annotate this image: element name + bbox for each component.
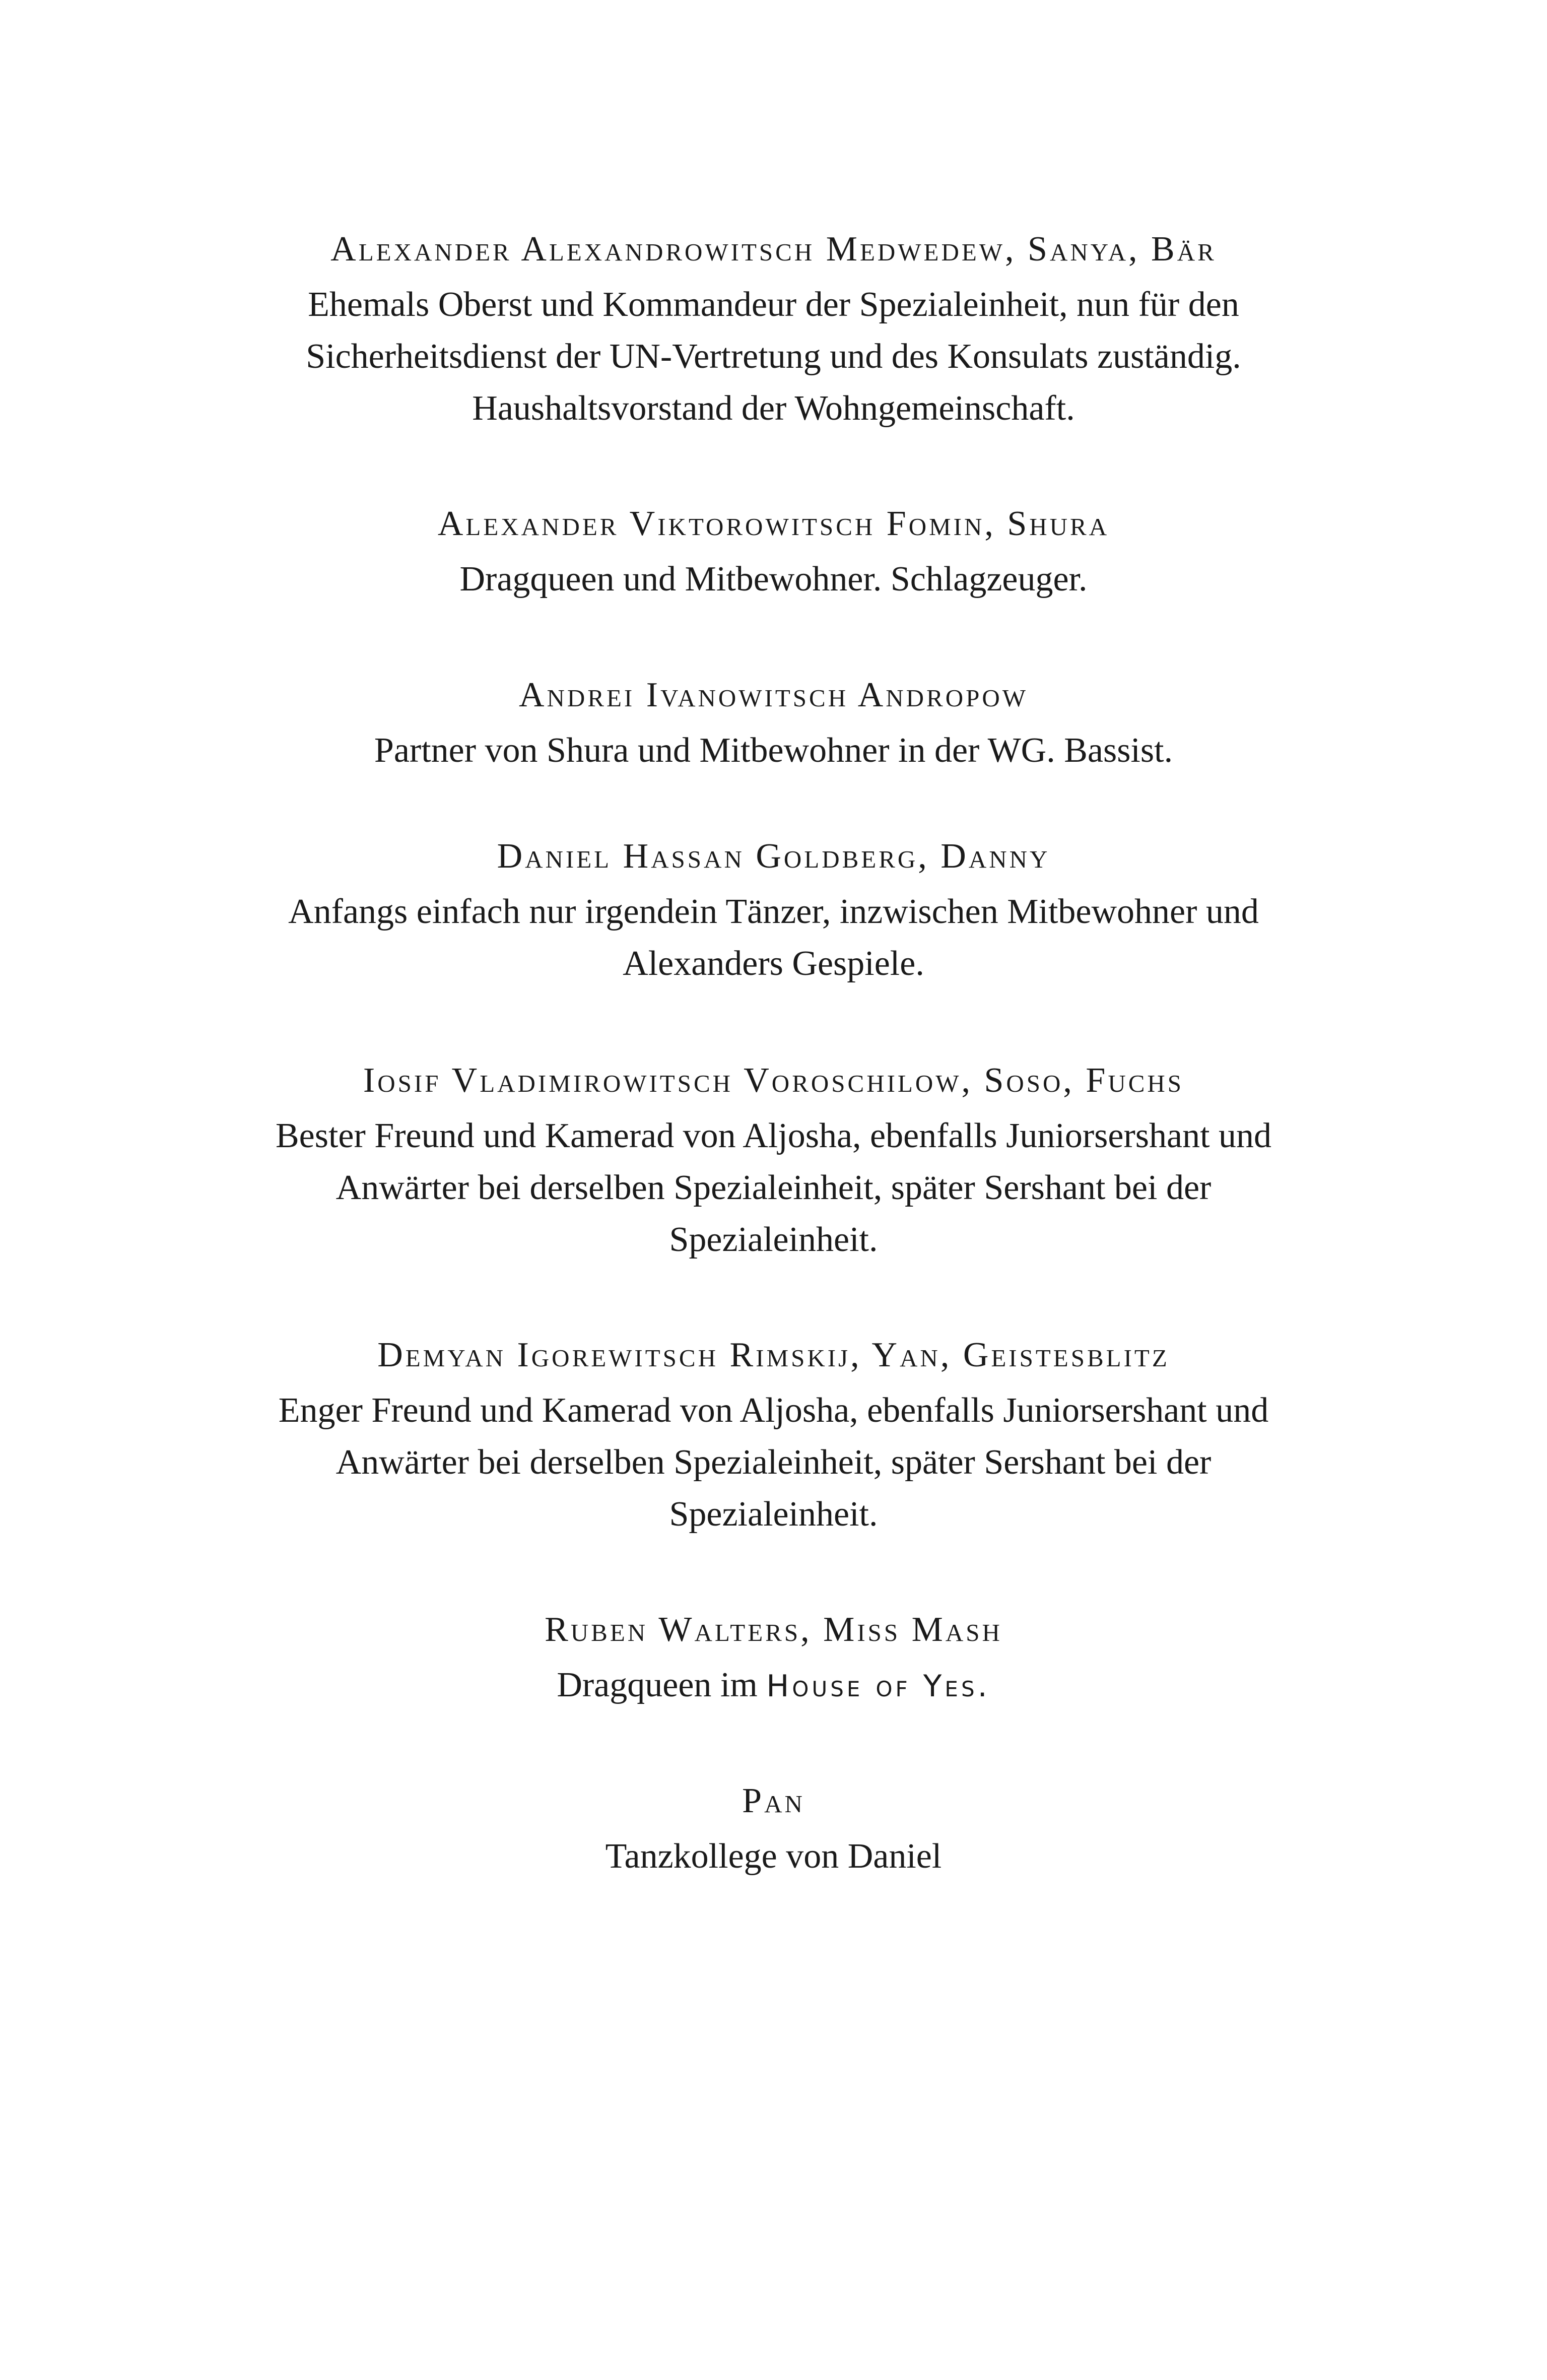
character-entry-rimskij	[252, 1330, 1295, 1540]
character-name: Alexander Alexandrowitsch Medwedew, Sanya, Bär	[330, 230, 1217, 269]
character-description	[252, 553, 1295, 605]
description-text: Dragqueen im	[557, 1666, 767, 1704]
character-description	[252, 886, 1295, 989]
description-line: Anfangs einfach nur irgendein Tänzer, inzwischen Mitbewohner und	[288, 892, 1259, 931]
character-description	[252, 724, 1295, 776]
description-line: Anwärter bei derselben Spezialeinheit, später Sershant bei der	[335, 1168, 1212, 1207]
description-line: Enger Freund und Kamerad von Aljosha, ebenfalls Juniorsershant und	[278, 1391, 1269, 1430]
description-line: Bester Freund und Kamerad von Aljosha, ebenfalls Juniorsershant und	[275, 1116, 1272, 1155]
character-entry-medwedew	[252, 224, 1295, 434]
character-description	[252, 1110, 1295, 1266]
description-line: Alexanders Gespiele.	[623, 944, 924, 983]
description-line: Spezialeinheit.	[669, 1495, 878, 1534]
character-description	[252, 279, 1295, 434]
description-line: Haushaltsvorstand der Wohngemeinschaft.	[472, 389, 1075, 428]
character-entry-andropow	[252, 670, 1295, 776]
character-entry-walters	[252, 1605, 1295, 1712]
character-entry-goldberg	[252, 831, 1295, 989]
description-line: Ehemals Oberst und Kommandeur der Spezialeinheit, nun für den	[308, 285, 1239, 324]
character-name: Alexander Viktorowitsch Fomin, Shura	[437, 504, 1110, 543]
description-line: Dragqueen und Mitbewohner. Schlagzeuger.	[459, 560, 1088, 599]
character-name: Daniel Hassan Goldberg, Danny	[497, 837, 1050, 876]
character-description	[252, 1830, 1295, 1882]
character-entry-voroschilow	[252, 1055, 1295, 1266]
character-description	[252, 1659, 1295, 1712]
character-entry-fomin	[252, 499, 1295, 605]
description-line: Partner von Shura und Mitbewohner in der WG. Bassist.	[374, 731, 1173, 770]
description-line: Anwärter bei derselben Spezialeinheit, später Sershant bei der	[335, 1443, 1212, 1482]
venue-name: House of Yes.	[766, 1669, 990, 1704]
character-name: Demyan Igorewitsch Rimskij, Yan, Geistesblitz	[377, 1336, 1170, 1374]
description-line: Spezialeinheit.	[669, 1220, 878, 1259]
description-line: Tanzkollege von Daniel	[605, 1837, 942, 1876]
character-name: Pan	[742, 1781, 805, 1820]
character-description	[252, 1384, 1295, 1540]
character-entry-pan	[252, 1776, 1295, 1882]
character-name: Andrei Ivanowitsch Andropow	[518, 676, 1029, 714]
character-name: Ruben Walters, Miss Mash	[545, 1610, 1002, 1649]
description-line: Sicherheitsdienst der UN-Vertretung und des Konsulats zuständig.	[306, 337, 1241, 376]
character-name: Iosif Vladimirowitsch Voroschilow, Soso, Fuchs	[363, 1061, 1184, 1100]
